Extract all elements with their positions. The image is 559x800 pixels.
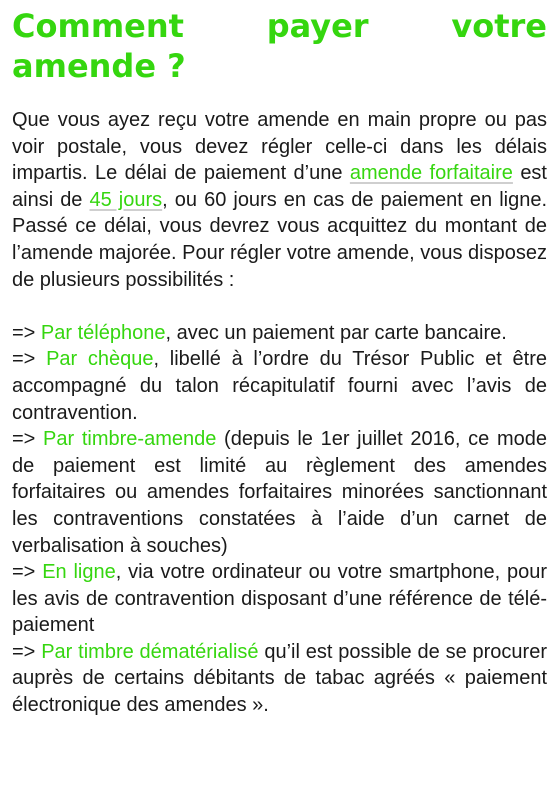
option-text: , libellé à l’ordre du Trésor Public et être accompagné du talon récapitulatif fourni avec l’avis de contravention. [12, 348, 547, 424]
option-text: , via votre ordinateur ou votre smartphone, pour les avis de contravention disposant d’une référence de télé-paiement [12, 561, 548, 637]
option-arrow: => [12, 640, 42, 663]
option-telephone [12, 320, 547, 347]
amende-forfaitaire-link[interactable]: amende forfaitaire [349, 162, 513, 185]
option-label-en-ligne[interactable]: En ligne [42, 561, 116, 584]
option-label-telephone[interactable]: Par téléphone [40, 321, 166, 344]
intro-text-3: , ou 60 jours en cas de paiement en ligne. Passé ce délai, vous devrez vous acquittez du montant de l’amende majorée. Pour régler votre amende, vous disposez de plusieurs possibilités : [12, 188, 548, 291]
option-arrow: => [12, 321, 41, 344]
option-text: (depuis le 1er juillet 2016, ce mode de paiement est limité au règlement des amendes forfaitaires ou amendes forfaitaires minorées sanctionnant les contraventions constatées à l’aide d’un carnet de verbalisation à souches) [12, 428, 547, 557]
intro-paragraph [12, 107, 547, 293]
intro-text-1: Que vous ayez reçu votre amende en main propre ou pas voir postale, vous devez régler celle-ci dans les délais impartis. Le délai de paiement d’une [12, 109, 547, 185]
option-text: , avec un paiement par carte bancaire. [165, 321, 507, 344]
option-timbre-amende [12, 426, 547, 559]
option-label-cheque[interactable]: Par chèque [46, 348, 154, 371]
intro-text-2: est ainsi de [12, 162, 547, 211]
option-cheque [12, 346, 547, 426]
paragraph-gap [12, 293, 547, 320]
option-label-timbre-amende[interactable]: Par timbre-amende [43, 428, 217, 451]
option-arrow: => [12, 348, 47, 371]
45-jours-link[interactable]: 45 jours [89, 188, 163, 211]
option-arrow: => [12, 428, 44, 451]
option-arrow: => [12, 561, 43, 584]
page-title: Comment payer votre amende ? [12, 7, 547, 85]
option-en-ligne [12, 559, 547, 639]
option-timbre-dematerialise [12, 639, 547, 719]
option-text: qu’il est possible de se procurer auprès de certains débitants de tabac agréés « paiement électronique des amendes ». [12, 640, 547, 717]
option-label-timbre-dematerialise[interactable]: Par timbre dématérialisé [41, 640, 259, 663]
